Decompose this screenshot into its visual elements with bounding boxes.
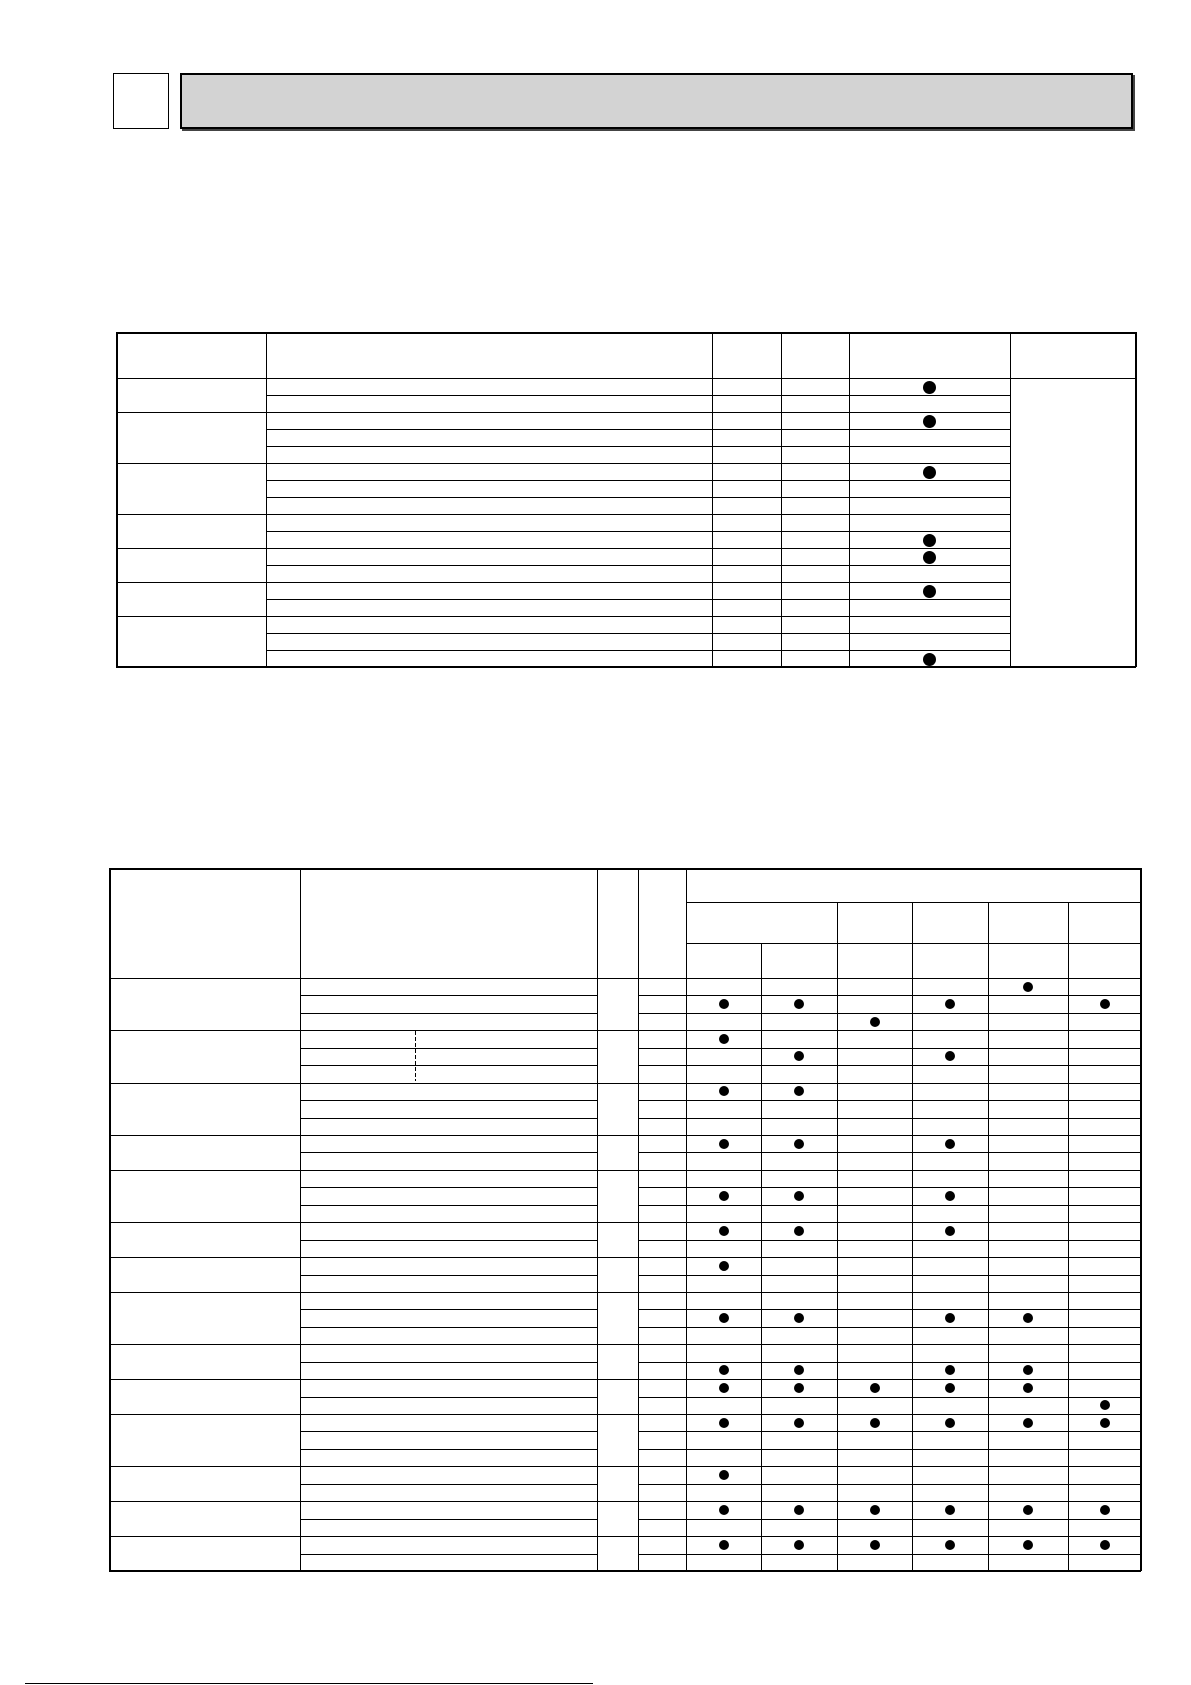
row-divider [638,1397,1141,1398]
row-divider [300,1152,597,1153]
column-divider [837,902,838,1571]
row-divider [300,1431,597,1432]
filled-dot-icon [870,1383,880,1393]
row-divider [266,395,1010,396]
group-divider [109,1501,1141,1502]
filled-dot-icon [794,1226,804,1236]
row-divider [266,565,1010,566]
filled-dot-icon [1100,1400,1110,1410]
group-divider [109,1257,1141,1258]
filled-dot-icon [794,1086,804,1096]
row-divider [638,1309,1141,1310]
row-divider [266,497,1010,498]
filled-dot-icon [923,381,936,394]
filled-dot-icon [945,1383,955,1393]
header-divider [686,943,1141,944]
filled-dot-icon [794,1313,804,1323]
row-divider [300,1275,597,1276]
filled-dot-icon [870,1017,880,1027]
row-divider [300,1100,597,1101]
table-border [109,1570,1141,1572]
filled-dot-icon [945,1365,955,1375]
row-divider [300,1118,597,1119]
table-border [109,868,1141,870]
filled-dot-icon [945,1418,955,1428]
row-divider [638,1065,1141,1066]
row-divider [300,1065,597,1066]
dashed-divider [415,1055,416,1059]
group-divider [109,1170,1141,1171]
header-divider [686,902,1141,903]
row-divider [638,1431,1141,1432]
filled-dot-icon [945,1139,955,1149]
row-divider [638,1275,1141,1276]
table-border [116,332,1136,334]
group-divider [109,1030,1141,1031]
row-divider [300,1205,597,1206]
row-divider [300,1449,597,1450]
group-divider [109,1379,1141,1380]
filled-dot-icon [945,1505,955,1515]
row-divider [638,1362,1141,1363]
filled-dot-icon [1023,1418,1033,1428]
filled-dot-icon [719,1226,729,1236]
filled-dot-icon [719,1261,729,1271]
filled-dot-icon [794,999,804,1009]
filled-dot-icon [794,1365,804,1375]
row-divider [638,1327,1141,1328]
filled-dot-icon [794,1418,804,1428]
group-divider [116,463,1010,464]
row-divider [266,650,1010,651]
filled-dot-icon [1100,1540,1110,1550]
row-divider [266,446,1010,447]
header-row-divider [116,378,1136,379]
filled-dot-icon [794,1505,804,1515]
group-divider [116,412,1010,413]
footer-rule [25,1683,593,1684]
row-divider [300,995,597,996]
row-divider [638,1240,1141,1241]
group-divider [109,1292,1141,1293]
row-divider [300,1240,597,1241]
filled-dot-icon [719,1191,729,1201]
filled-dot-icon [794,1383,804,1393]
filled-dot-icon [1023,1365,1033,1375]
row-divider [638,1100,1141,1101]
row-divider [638,1449,1141,1450]
row-divider [638,1519,1141,1520]
table-border [116,666,1136,668]
header-row-divider [109,978,1141,979]
table-border [1135,332,1137,667]
group-divider [109,1466,1141,1467]
row-divider [300,1554,597,1555]
filled-dot-icon [719,999,729,1009]
row-divider [638,1152,1141,1153]
filled-dot-icon [719,1313,729,1323]
filled-dot-icon [1023,1383,1033,1393]
filled-dot-icon [870,1505,880,1515]
filled-dot-icon [1100,1505,1110,1515]
filled-dot-icon [1100,999,1110,1009]
column-divider [1010,332,1011,667]
row-divider [266,633,1010,634]
dashed-divider [415,1037,416,1041]
filled-dot-icon [719,1470,729,1480]
group-divider [109,1222,1141,1223]
column-divider [912,902,913,1571]
filled-dot-icon [870,1418,880,1428]
row-divider [300,1048,597,1049]
row-divider [300,1519,597,1520]
row-divider [638,995,1141,996]
filled-dot-icon [945,999,955,1009]
row-divider [266,480,1010,481]
filled-dot-icon [794,1139,804,1149]
row-divider [300,1327,597,1328]
filled-dot-icon [794,1191,804,1201]
row-divider [638,1554,1141,1555]
dashed-divider [415,1073,416,1077]
group-divider [116,548,1010,549]
group-divider [109,1135,1141,1136]
dashed-divider [415,1031,416,1035]
group-divider [116,582,1010,583]
group-divider [109,1083,1141,1084]
row-divider [638,1484,1141,1485]
filled-dot-icon [945,1226,955,1236]
row-divider [638,1118,1141,1119]
group-divider [109,1536,1141,1537]
dashed-divider [415,1061,416,1065]
filled-dot-icon [1023,982,1033,992]
row-divider [638,1205,1141,1206]
filled-dot-icon [719,1086,729,1096]
filled-dot-icon [1100,1418,1110,1428]
dashed-divider [415,1043,416,1047]
section-number-box [113,73,169,129]
filled-dot-icon [945,1051,955,1061]
filled-dot-icon [945,1191,955,1201]
filled-dot-icon [923,551,936,564]
filled-dot-icon [719,1139,729,1149]
row-divider [300,1309,597,1310]
group-divider [116,616,1010,617]
filled-dot-icon [719,1540,729,1550]
row-divider [638,1013,1141,1014]
row-divider [638,1048,1141,1049]
section-title-bar [180,73,1133,129]
filled-dot-icon [794,1051,804,1061]
column-divider [988,902,989,1571]
dashed-divider [415,1067,416,1071]
filled-dot-icon [719,1418,729,1428]
row-divider [300,1362,597,1363]
row-divider [300,1397,597,1398]
row-divider [300,1187,597,1188]
group-divider [109,1414,1141,1415]
filled-dot-icon [719,1383,729,1393]
dashed-divider [415,1079,416,1081]
filled-dot-icon [1023,1540,1033,1550]
row-divider [300,1484,597,1485]
row-divider [266,429,1010,430]
filled-dot-icon [719,1505,729,1515]
filled-dot-icon [719,1365,729,1375]
group-divider [116,514,1010,515]
row-divider [300,1013,597,1014]
filled-dot-icon [719,1034,729,1044]
filled-dot-icon [923,653,936,666]
filled-dot-icon [870,1540,880,1550]
dashed-divider [415,1049,416,1053]
filled-dot-icon [945,1313,955,1323]
row-divider [266,531,1010,532]
filled-dot-icon [945,1540,955,1550]
filled-dot-icon [923,415,936,428]
filled-dot-icon [1023,1313,1033,1323]
filled-dot-icon [923,585,936,598]
filled-dot-icon [794,1540,804,1550]
group-divider [109,1344,1141,1345]
row-divider [266,599,1010,600]
column-divider [1068,902,1069,1571]
filled-dot-icon [923,534,936,547]
row-divider [638,1187,1141,1188]
filled-dot-icon [923,466,936,479]
filled-dot-icon [1023,1505,1033,1515]
